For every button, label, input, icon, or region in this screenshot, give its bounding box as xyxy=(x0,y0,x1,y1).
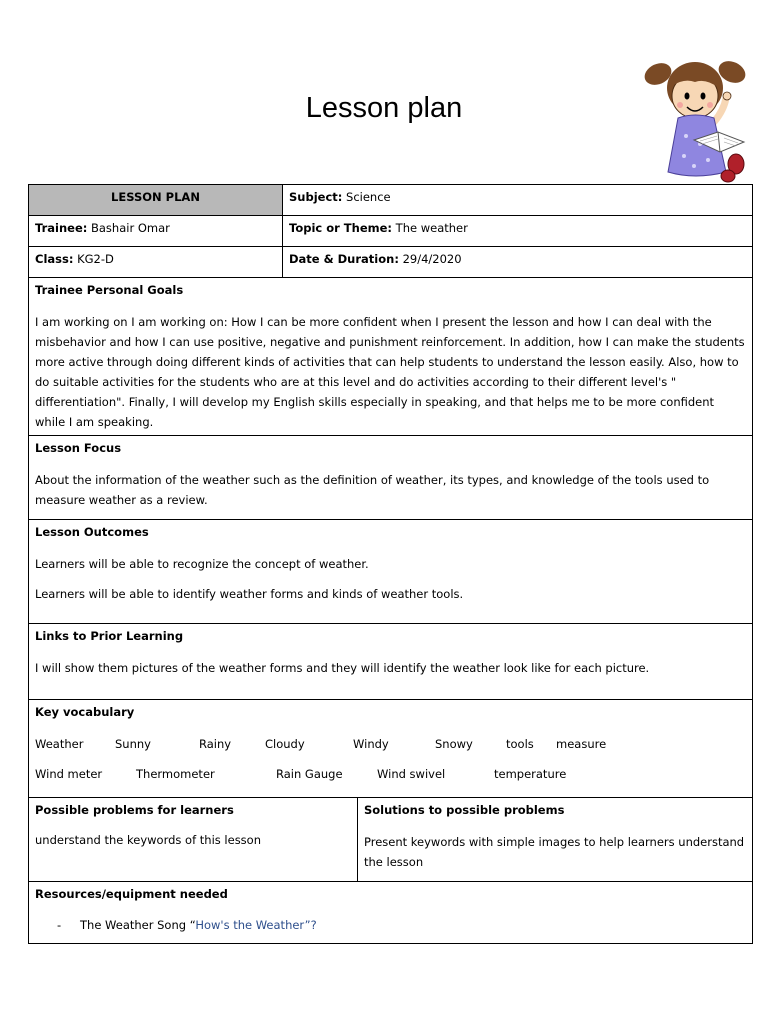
vocab-row-1 xyxy=(35,734,746,754)
focus-text: About the information of the weather such as the definition of weather, its types, and knowledge of the tools used to measure weather as a review. xyxy=(35,473,710,507)
prior-heading: Links to Prior Learning xyxy=(35,629,184,643)
trainee-label: Trainee: xyxy=(35,221,88,235)
outcomes-heading: Lesson Outcomes xyxy=(35,525,149,539)
date-label: Date & Duration: xyxy=(289,252,399,266)
lesson-plan-header: LESSON PLAN xyxy=(29,185,283,216)
problems-cell xyxy=(29,798,358,882)
outcomes-cell xyxy=(29,520,753,624)
table-row xyxy=(29,520,753,624)
subject-cell xyxy=(283,185,753,216)
girl-reading-clipart xyxy=(640,52,758,188)
solutions-cell xyxy=(358,798,753,882)
vocab-row-2 xyxy=(35,764,746,784)
problems-text: understand the keywords of this lesson xyxy=(35,833,262,847)
vocab-word: Weather xyxy=(35,737,84,751)
vocab-word: Wind meter xyxy=(35,767,103,781)
prior-cell xyxy=(29,624,753,700)
subject-label: Subject: xyxy=(289,190,343,204)
vocab-word: measure xyxy=(556,737,607,751)
outcome-item: Learners will be able to recognize the concept of weather. xyxy=(35,557,369,571)
outcome-item: Learners will be able to identify weather forms and kinds of weather tools. xyxy=(35,587,464,601)
goals-heading: Trainee Personal Goals xyxy=(35,283,184,297)
vocab-heading: Key vocabulary xyxy=(35,705,135,719)
table-row xyxy=(29,700,753,798)
class-value: KG2-D xyxy=(77,252,114,266)
topic-label: Topic or Theme: xyxy=(289,221,393,235)
vocab-word: Windy xyxy=(353,737,389,751)
trainee-cell xyxy=(29,216,283,247)
problems-heading: Possible problems for learners xyxy=(35,803,234,817)
lesson-plan-table xyxy=(28,184,753,944)
resources-list xyxy=(35,915,746,935)
goals-cell xyxy=(29,278,753,436)
solutions-heading: Solutions to possible problems xyxy=(364,803,565,817)
vocab-word: tools xyxy=(506,737,534,751)
vocab-word: Cloudy xyxy=(265,737,305,751)
vocab-word: Rain Gauge xyxy=(276,767,343,781)
date-value: 29/4/2020 xyxy=(402,252,462,266)
goals-text: I am working on I am working on: How I can be more confident when I present the lesson and how I can deal with the misbehavior and how I can use positive, negative and punishment reinforcement. In addition, how I can make the students more active through doing different kinds of activities that can help students to understand the lesson easily. Also, how to do suitable activities for the students who are at this level and do activities according to their different level's " differentiation". Finally, I will develop my English skills especially in speaking, and that helps me to be more confident while I am speaking. xyxy=(35,315,745,429)
vocab-cell xyxy=(29,700,753,798)
subject-value: Science xyxy=(346,190,391,204)
vocab-word: temperature xyxy=(494,767,567,781)
focus-heading: Lesson Focus xyxy=(35,441,122,455)
class-cell xyxy=(29,247,283,278)
class-label: Class: xyxy=(35,252,74,266)
resource-item-prefix: The Weather Song “ xyxy=(80,918,196,932)
page-title: Lesson plan xyxy=(305,92,463,124)
vocab-word: Wind swivel xyxy=(377,767,446,781)
table-row xyxy=(29,216,753,247)
vocab-word: Rainy xyxy=(199,737,232,751)
vocab-word: Sunny xyxy=(115,737,151,751)
vocab-word: Snowy xyxy=(435,737,473,751)
table-row xyxy=(29,185,753,216)
table-row xyxy=(29,798,753,882)
focus-cell xyxy=(29,436,753,520)
resources-cell xyxy=(29,882,753,944)
resources-heading: Resources/equipment needed xyxy=(35,887,228,901)
topic-value: The weather xyxy=(395,221,468,235)
table-row xyxy=(29,436,753,520)
table-row xyxy=(29,882,753,944)
trainee-value: Bashair Omar xyxy=(91,221,170,235)
weather-song-link[interactable]: How's the Weather”? xyxy=(195,918,317,932)
date-cell xyxy=(283,247,753,278)
table-row xyxy=(29,624,753,700)
topic-cell xyxy=(283,216,753,247)
solutions-text: Present keywords with simple images to help learners understand the lesson xyxy=(364,835,745,869)
table-row xyxy=(29,278,753,436)
table-row xyxy=(29,247,753,278)
vocab-word: Thermometer xyxy=(136,767,215,781)
bullet-marker: - xyxy=(57,918,62,932)
prior-text: I will show them pictures of the weather forms and they will identify the weather look like for each picture. xyxy=(35,661,650,675)
